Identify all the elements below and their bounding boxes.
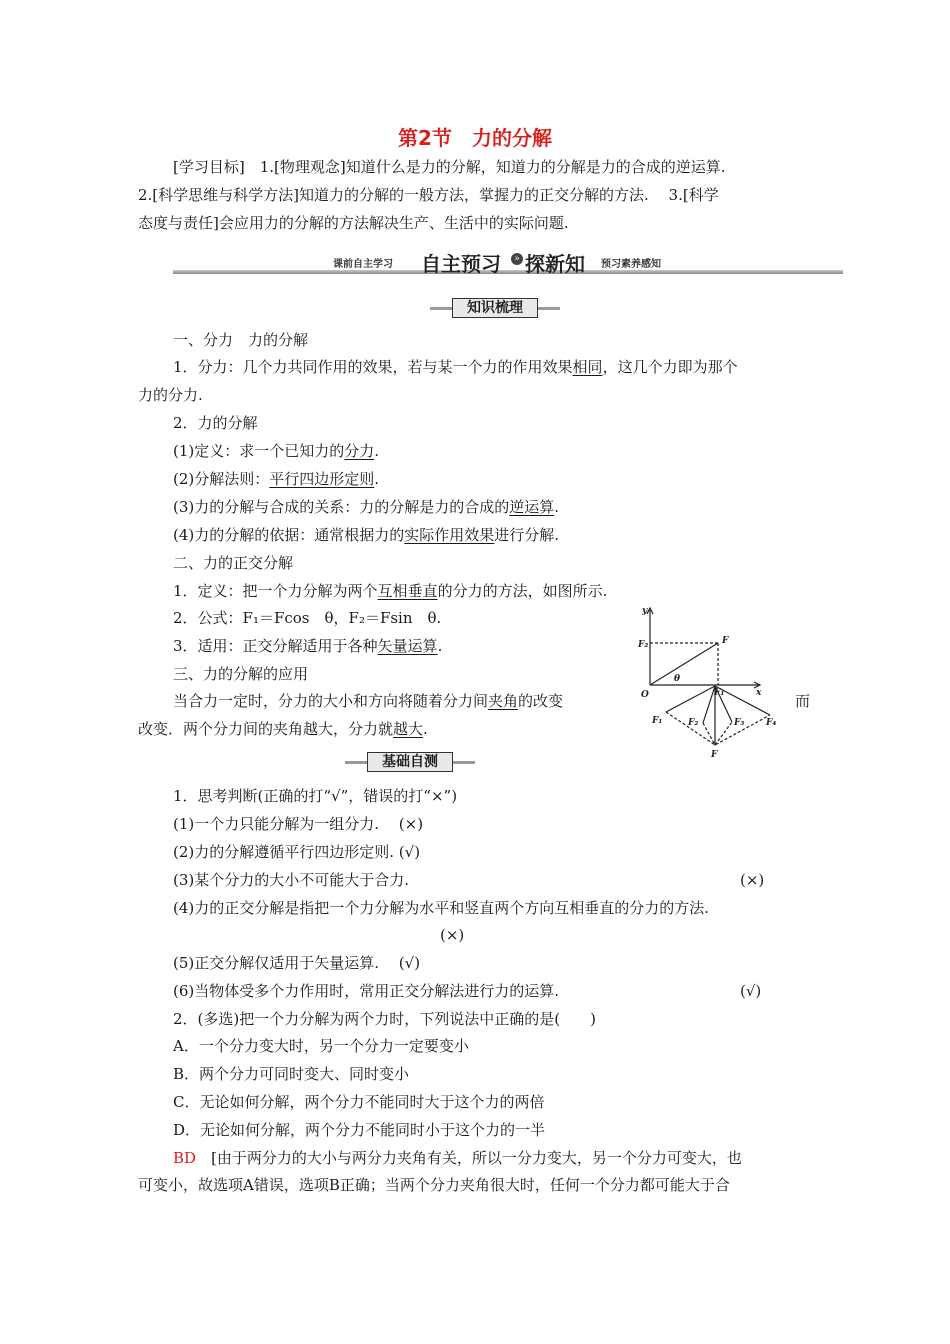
para-1: [173, 357, 738, 377]
judgement-4-mark: (×): [440, 926, 465, 944]
para-10-end: 而: [795, 692, 811, 710]
judgement-3-mark: (×): [740, 871, 765, 889]
answer-blank: 矢量运算: [377, 637, 438, 655]
text: .: [374, 470, 380, 488]
question-1: 1．思考判断(正确的打“√”，错误的打“×”): [173, 787, 458, 805]
label-f: F: [722, 636, 729, 646]
label-bottom-f: F: [711, 750, 718, 760]
option-b: B．两个分力可同时变大、同时变小: [173, 1065, 410, 1083]
label-bottom-f2: F₂: [688, 718, 699, 728]
para-7: [173, 581, 607, 601]
objectives-line-2: 2.[科学思维与科学方法]知道力的分解的一般方法，掌握力的正交分解的方法. 3.[科学: [138, 186, 719, 204]
label-theta: θ: [674, 674, 681, 684]
answer-blank: 分力: [344, 442, 375, 460]
label-f2: F₂: [638, 640, 649, 650]
judgement-3: (3)某个分力的大小不可能大于合力.: [173, 871, 410, 889]
para-3: [173, 441, 379, 461]
answer-blank: 互相垂直: [377, 582, 438, 600]
para-2: 2．力的分解: [173, 414, 258, 432]
question-2: 2．(多选)把一个力分解为两个力时，下列说法中正确的是( ): [173, 1010, 596, 1028]
text: ，这几个力即为那个: [602, 358, 738, 376]
text: .: [554, 498, 560, 516]
banner-right-text: 预习素养感知: [601, 259, 661, 270]
text: .: [374, 442, 380, 460]
option-a: A．一个分力变大时，另一个分力一定要变小: [173, 1037, 469, 1055]
text: (1)定义：求一个已知力的: [173, 442, 345, 460]
para-8-formula: 2．公式：F₁＝Fcos θ，F₂＝Fsin θ.: [173, 609, 442, 627]
heading-3: 三、力的分解的应用: [173, 665, 309, 683]
option-c: C．无论如何分解，两个分力不能同时大于这个力的两倍: [173, 1093, 545, 1111]
judgement-6: (6)当物体受多个力作用时，常用正交分解法进行力的运算.: [173, 982, 560, 1000]
text: 的改变: [518, 692, 564, 710]
para-6: [173, 525, 559, 545]
text: 改变．两个分力间的夹角越大，分力就: [138, 720, 394, 738]
text: 进行分解.: [494, 526, 560, 544]
para-1-cont: 力的分力.: [138, 386, 203, 404]
label-x: x: [756, 688, 762, 698]
text: .: [423, 720, 428, 738]
heading-2: 二、力的正交分解: [173, 554, 294, 572]
selftest-tag: [345, 752, 475, 772]
judgement-6-mark: (√): [740, 982, 762, 1000]
para-9: [173, 636, 442, 656]
banner-left-text: 课前自主学习: [333, 259, 393, 270]
knowledge-tag: [430, 298, 560, 318]
option-d: D．无论如何分解，两个分力不能同时小于这个力的一半: [173, 1121, 546, 1139]
label-y: y: [642, 606, 648, 616]
para-11: [138, 719, 428, 739]
heading-1: 一、分力 力的分解: [173, 331, 309, 349]
label-bottom-f1: F₁: [652, 716, 663, 726]
para-4: [173, 469, 379, 489]
page-title: 第2节 力的分解: [398, 126, 552, 150]
text: 3．适用：正交分解适用于各种: [173, 637, 378, 655]
judgement-4: (4)力的正交分解是指把一个力分解为水平和竖直两个方向互相垂直的分力的方法.: [173, 899, 710, 917]
label-o: O: [641, 690, 649, 700]
banner-main-text-1: 自主预习: [421, 252, 501, 276]
judgement-2: (2)力的分解遵循平行四边形定则. (√): [173, 843, 421, 861]
text: (2)分解法则：: [173, 470, 270, 488]
text: 1．分力：几个力共同作用的效果，若与某一个力的作用效果: [173, 358, 573, 376]
answer-blank: 逆运算: [509, 498, 555, 516]
text: (4)力的分解的依据：通常根据力的: [173, 526, 405, 544]
objectives-line-1: [学习目标] 1.[物理观念]知道什么是力的分解，知道力的分解是力的合成的逆运算.: [173, 158, 726, 176]
force-decomposition-diagram: [638, 605, 788, 765]
label-f1-x: F₁: [714, 688, 725, 698]
judgement-5: (5)正交分解仅适用于矢量运算. (√): [173, 954, 421, 972]
banner-arrow-icon: »: [511, 253, 523, 265]
text: (3)力的分解与合成的关系：力的分解是力的合成的: [173, 498, 510, 516]
answer-blank: 平行四边形定则: [269, 470, 375, 488]
judgement-1: (1)一个力只能分解为一组分力. (×): [173, 815, 424, 833]
banner-main-text-2: 探新知: [525, 252, 585, 276]
answer-blank: 实际作用效果: [404, 526, 495, 544]
text: 的分力的方法，如图所示.: [437, 582, 608, 600]
knowledge-tag-label: 知识梳理: [452, 298, 538, 318]
para-10: [173, 691, 563, 711]
section-banner: [173, 248, 843, 280]
objectives-line-3: 态度与责任]会应用力的分解的方法解决生产、生活中的实际问题.: [138, 214, 569, 232]
resultant-force-vector: [650, 643, 718, 685]
answer-blank: 相同: [572, 358, 603, 376]
answer-label: BD: [173, 1149, 197, 1167]
para-5: [173, 497, 559, 517]
label-bottom-f3: F₃: [734, 718, 745, 728]
explanation-line-2: 可变小，故选项A错误，选项B正确；当两个分力夹角很大时，任何一个分力都可能大于合: [138, 1176, 730, 1194]
selftest-tag-label: 基础自测: [367, 752, 453, 772]
text: 1．定义：把一个力分解为两个: [173, 582, 378, 600]
banner-bar: [173, 270, 843, 274]
answer-blank: 越大: [393, 720, 424, 738]
text: .: [437, 637, 443, 655]
text: [由于两分力的大小与两分力夹角有关，所以一分力变大，另一个分力可变大，也: [196, 1149, 742, 1167]
label-bottom-f4: F₄: [766, 718, 777, 728]
answer-blank: 夹角: [488, 692, 519, 710]
dashed-inner: [703, 722, 732, 745]
text: 当合力一定时，分力的大小和方向将随着分力间: [173, 692, 489, 710]
explanation-line-1: [173, 1148, 742, 1168]
